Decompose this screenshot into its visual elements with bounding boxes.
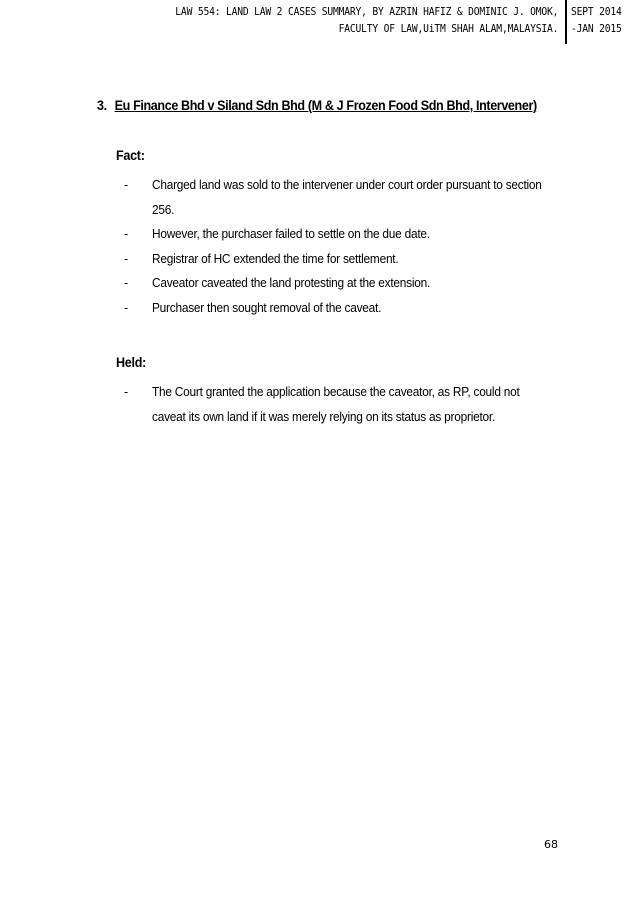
header-course-line-2: FACULTY OF LAW,UiTM SHAH ALAM,MALAYSIA. [338,23,558,35]
case-heading [97,98,537,113]
bullet-dash: - [124,385,128,399]
bullet-dash: - [124,276,128,290]
header-semester-line-1: SEPT 2014 [571,6,622,18]
list-item [116,222,567,247]
list-item [116,296,567,321]
bullet-dash: - [124,300,128,315]
fact-item-1: Charged land was sold to the intervener under court order pursuant to section 256. [152,178,542,217]
fact-item-5: Purchaser then sought removal of the caveat. [152,300,382,315]
page-number: 68 [544,838,558,851]
document-body [97,98,567,429]
fact-list [116,173,567,320]
header-course-info [175,4,558,38]
bullet-dash: - [124,251,128,266]
header-divider [565,0,567,44]
held-heading: Held: [116,355,147,370]
bullet-dash: - [124,227,128,241]
header-semester-line-2: -JAN 2015 [571,23,622,35]
list-item [116,380,567,429]
list-item [116,173,567,222]
fact-item-4: Caveator caveated the land protesting at the extension. [152,276,431,290]
fact-heading: Fact: [116,148,145,163]
fact-item-3: Registrar of HC extended the time for settlement. [152,251,399,266]
header-semester-info [571,4,622,38]
bullet-dash: - [124,178,128,192]
list-item [116,271,567,296]
fact-section [116,148,567,320]
held-item-1: The Court granted the application because the caveator, as RP, could not caveat its own land if it was merely relying on its status as proprietor. [152,385,520,424]
case-number: 3. [97,98,107,113]
header-course-line-1: LAW 554: LAND LAW 2 CASES SUMMARY, BY AZRIN HAFIZ & DOMINIC J. OMOK, [175,6,558,18]
fact-item-2: However, the purchaser failed to settle on the due date. [152,227,430,241]
held-section [116,355,567,429]
page-header [0,0,638,44]
held-list [116,380,567,429]
case-title: Eu Finance Bhd v Siland Sdn Bhd (M & J Frozen Food Sdn Bhd, Intervener) [114,98,537,113]
list-item [116,247,567,272]
